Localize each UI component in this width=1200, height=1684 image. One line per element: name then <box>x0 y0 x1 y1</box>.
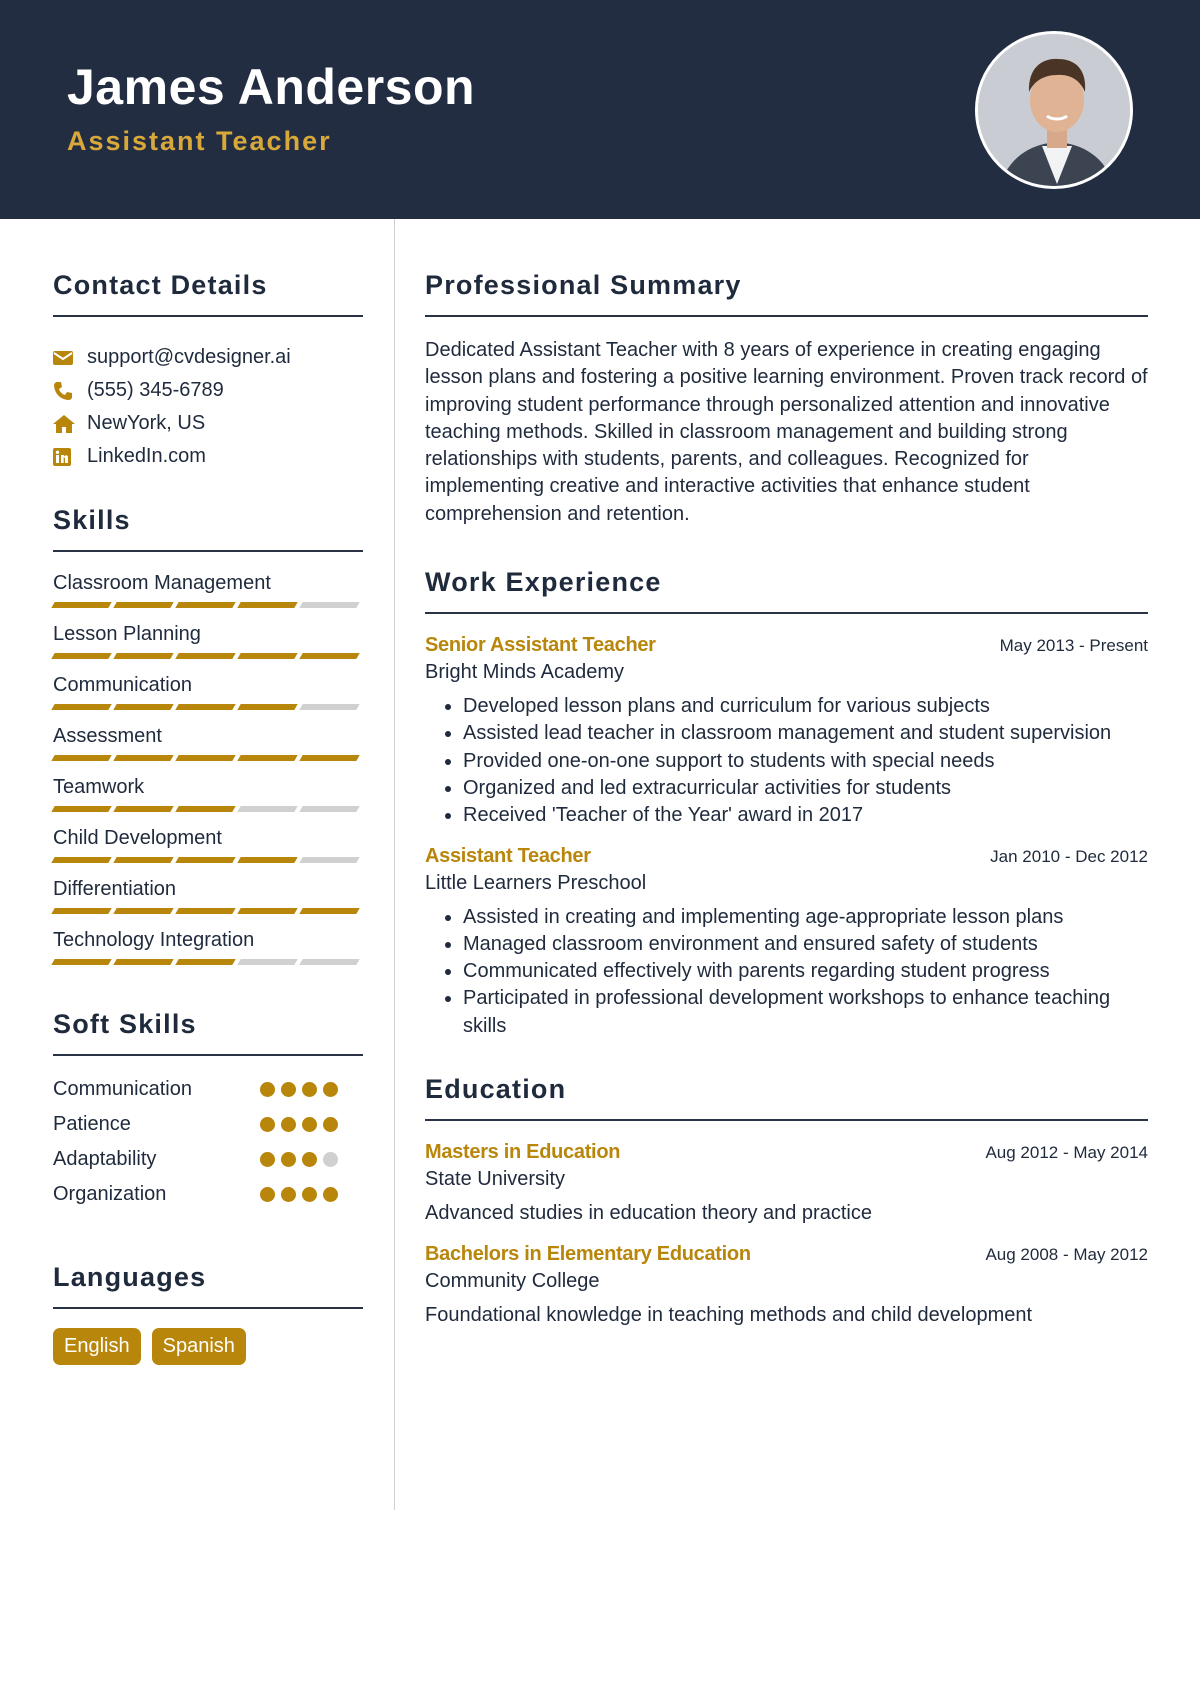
rating-dot <box>260 1117 275 1132</box>
education-school: State University <box>425 1168 566 1191</box>
skill-level-segment <box>175 602 235 608</box>
skill-level-segment <box>113 602 173 608</box>
job-header <box>425 634 1148 657</box>
soft-skill-rating <box>260 1152 338 1167</box>
rating-dot <box>260 1152 275 1167</box>
job-title: Senior Assistant Teacher <box>425 634 656 657</box>
education-date: Aug 2008 - May 2012 <box>985 1245 1148 1265</box>
education-title: Education <box>425 1074 567 1105</box>
job-bullets <box>425 904 1148 1040</box>
soft-skill-item <box>53 1107 363 1142</box>
education-header <box>425 1141 1148 1164</box>
skill-level-segment <box>175 755 235 761</box>
skill-item <box>53 570 363 608</box>
rating-dot <box>281 1117 296 1132</box>
skill-level-bar <box>53 602 363 608</box>
languages-section <box>53 1262 363 1365</box>
language-badge: English <box>53 1328 141 1365</box>
section-rule <box>425 315 1148 317</box>
profile-photo-image <box>978 34 1133 189</box>
skill-item <box>53 774 363 812</box>
languages-title: Languages <box>53 1262 207 1292</box>
section-rule <box>53 315 363 317</box>
column-divider <box>394 219 395 1510</box>
skill-level-segment <box>237 806 297 812</box>
header-banner <box>0 0 1200 219</box>
skill-level-segment <box>299 857 359 863</box>
language-badge: Spanish <box>152 1328 246 1365</box>
rating-dot <box>323 1082 338 1097</box>
skill-item <box>53 723 363 761</box>
skill-item <box>53 876 363 914</box>
section-rule <box>425 1119 1148 1121</box>
contact-section <box>53 270 363 473</box>
rating-dot <box>323 1187 338 1202</box>
rating-dot <box>302 1152 317 1167</box>
education-school: Community College <box>425 1270 600 1293</box>
skill-item <box>53 672 363 710</box>
rating-dot <box>323 1152 338 1167</box>
rating-dot <box>323 1117 338 1132</box>
sidebar <box>53 219 363 1365</box>
skill-level-bar <box>53 755 363 761</box>
education-header <box>425 1243 1148 1266</box>
main-content <box>425 219 1148 1327</box>
soft-skill-item <box>53 1072 363 1107</box>
skill-level-segment <box>175 857 235 863</box>
section-rule <box>425 612 1148 614</box>
skill-level-bar <box>53 908 363 914</box>
candidate-role: Assistant Teacher <box>67 126 332 156</box>
job-bullet: • Provided one-on-one support to students with special needs <box>463 748 1148 775</box>
education-description: Advanced studies in education theory and practice <box>425 1202 872 1225</box>
rating-dot <box>302 1117 317 1132</box>
job-bullet: • Assisted in creating and implementing age-appropriate lesson plans <box>463 904 1148 931</box>
contact-title: Contact Details <box>53 270 268 300</box>
skill-level-bar <box>53 959 363 965</box>
soft-skill-name: Adaptability <box>53 1148 157 1170</box>
skill-name: Lesson Planning <box>53 623 201 645</box>
job-title: Assistant Teacher <box>425 844 591 867</box>
contact-email-text: support@cvdesigner.ai <box>87 346 291 368</box>
skill-level-segment <box>237 755 297 761</box>
skill-level-segment <box>51 704 111 710</box>
job-date: May 2013 - Present <box>999 636 1148 656</box>
soft-skill-name: Communication <box>53 1078 192 1100</box>
skill-level-bar <box>53 704 363 710</box>
skill-level-segment <box>237 908 297 914</box>
skill-level-segment <box>51 857 111 863</box>
skill-level-segment <box>175 653 235 659</box>
skill-level-bar <box>53 653 363 659</box>
summary-title: Professional Summary <box>425 270 742 300</box>
education-degree: Bachelors in Elementary Education <box>425 1243 751 1266</box>
job-bullet: • Received 'Teacher of the Year' award in 2017 <box>463 802 1148 829</box>
contact-location <box>53 407 363 440</box>
rating-dot <box>281 1082 296 1097</box>
skill-level-segment <box>299 908 359 914</box>
skill-level-segment <box>51 806 111 812</box>
skill-name: Teamwork <box>53 776 145 798</box>
section-rule <box>53 1307 363 1309</box>
section-rule <box>53 550 363 552</box>
skill-name: Classroom Management <box>53 572 271 594</box>
linkedin-icon <box>53 448 87 466</box>
contact-phone-text: (555) 345-6789 <box>87 379 224 401</box>
job-organization: Little Learners Preschool <box>425 871 647 894</box>
skill-level-segment <box>237 857 297 863</box>
skill-level-segment <box>175 704 235 710</box>
profile-photo <box>975 31 1133 189</box>
skill-level-segment <box>299 806 359 812</box>
skills-section <box>53 505 363 965</box>
skill-level-segment <box>51 908 111 914</box>
contact-email[interactable] <box>53 341 363 374</box>
rating-dot <box>260 1187 275 1202</box>
job-bullet: • Developed lesson plans and curriculum for various subjects <box>463 693 1148 720</box>
skill-level-segment <box>51 602 111 608</box>
skill-level-bar <box>53 806 363 812</box>
job-bullet: • Organized and led extracurricular activities for students <box>463 775 1148 802</box>
education-section <box>425 1074 1148 1327</box>
skills-title: Skills <box>53 505 131 535</box>
skill-level-segment <box>299 959 359 965</box>
summary-text: Dedicated Assistant Teacher with 8 years of experience in creating engaging lesson plans and fostering a positive learning environment. Proven track record of improving student performance through personalized attention and innovative teaching methods. Skilled in classroom management and building strong relationships with students, parents, and colleagues. Recognized for implementing creative and interactive activities that enhance student comprehension and retention. <box>425 339 1148 525</box>
skill-level-segment <box>237 959 297 965</box>
skill-level-segment <box>113 755 173 761</box>
education-degree: Masters in Education <box>425 1141 621 1164</box>
summary-section <box>425 270 1148 528</box>
job-bullet: • Communicated effectively with parents regarding student progress <box>463 958 1148 985</box>
candidate-name: James Anderson <box>67 59 476 115</box>
skill-level-segment <box>175 959 235 965</box>
skill-level-segment <box>113 704 173 710</box>
skill-level-segment <box>113 908 173 914</box>
soft-skill-name: Organization <box>53 1183 167 1205</box>
home-icon <box>53 415 87 433</box>
phone-icon <box>53 381 87 401</box>
rating-dot <box>260 1082 275 1097</box>
skill-level-segment <box>175 806 235 812</box>
skill-name: Technology Integration <box>53 929 255 951</box>
education-entry <box>425 1243 1148 1327</box>
experience-title: Work Experience <box>425 567 662 598</box>
job-bullets <box>425 693 1148 829</box>
education-description: Foundational knowledge in teaching methods and child development <box>425 1304 1033 1327</box>
job-date: Jan 2010 - Dec 2012 <box>990 846 1148 866</box>
skill-level-segment <box>237 602 297 608</box>
skill-level-segment <box>237 653 297 659</box>
skill-item <box>53 825 363 863</box>
soft-skills-section <box>53 1009 363 1212</box>
job-bullet: • Managed classroom environment and ensured safety of students <box>463 931 1148 958</box>
skill-item <box>53 927 363 965</box>
envelope-icon <box>53 350 87 366</box>
section-rule <box>53 1054 363 1056</box>
soft-skills-title: Soft Skills <box>53 1009 197 1039</box>
soft-skill-rating <box>260 1082 338 1097</box>
skill-item <box>53 621 363 659</box>
skill-level-segment <box>299 704 359 710</box>
soft-skill-rating <box>260 1117 338 1132</box>
soft-skill-name: Patience <box>53 1113 131 1135</box>
rating-dot <box>302 1082 317 1097</box>
rating-dot <box>302 1187 317 1202</box>
job-organization: Bright Minds Academy <box>425 661 624 684</box>
skill-level-segment <box>175 908 235 914</box>
job-entry <box>425 634 1148 829</box>
job-bullet: • Assisted lead teacher in classroom management and student supervision <box>463 720 1148 747</box>
experience-section <box>425 567 1148 1040</box>
skill-level-segment <box>113 959 173 965</box>
skill-level-segment <box>237 704 297 710</box>
contact-linkedin-text: LinkedIn.com <box>87 445 206 467</box>
skill-name: Differentiation <box>53 878 177 900</box>
job-bullet: • Participated in professional development workshops to enhance teaching skills <box>463 985 1148 1040</box>
education-entry <box>425 1141 1148 1225</box>
soft-skill-rating <box>260 1187 338 1202</box>
skill-level-segment <box>51 653 111 659</box>
soft-skill-item <box>53 1177 363 1212</box>
contact-location-text: NewYork, US <box>87 412 206 434</box>
education-date: Aug 2012 - May 2014 <box>985 1143 1148 1163</box>
soft-skill-item <box>53 1142 363 1177</box>
skill-level-segment <box>113 857 173 863</box>
skill-level-segment <box>299 653 359 659</box>
skill-level-segment <box>113 653 173 659</box>
job-entry <box>425 845 1148 1040</box>
job-header <box>425 845 1148 868</box>
rating-dot <box>281 1187 296 1202</box>
rating-dot <box>281 1152 296 1167</box>
skill-level-segment <box>299 602 359 608</box>
skill-name: Child Development <box>53 827 222 849</box>
contact-phone[interactable] <box>53 374 363 407</box>
skill-level-segment <box>51 959 111 965</box>
contact-linkedin[interactable] <box>53 440 363 473</box>
skill-name: Assessment <box>53 725 162 747</box>
skill-name: Communication <box>53 674 192 696</box>
skill-level-segment <box>51 755 111 761</box>
skill-level-segment <box>113 806 173 812</box>
skill-level-bar <box>53 857 363 863</box>
skill-level-segment <box>299 755 359 761</box>
